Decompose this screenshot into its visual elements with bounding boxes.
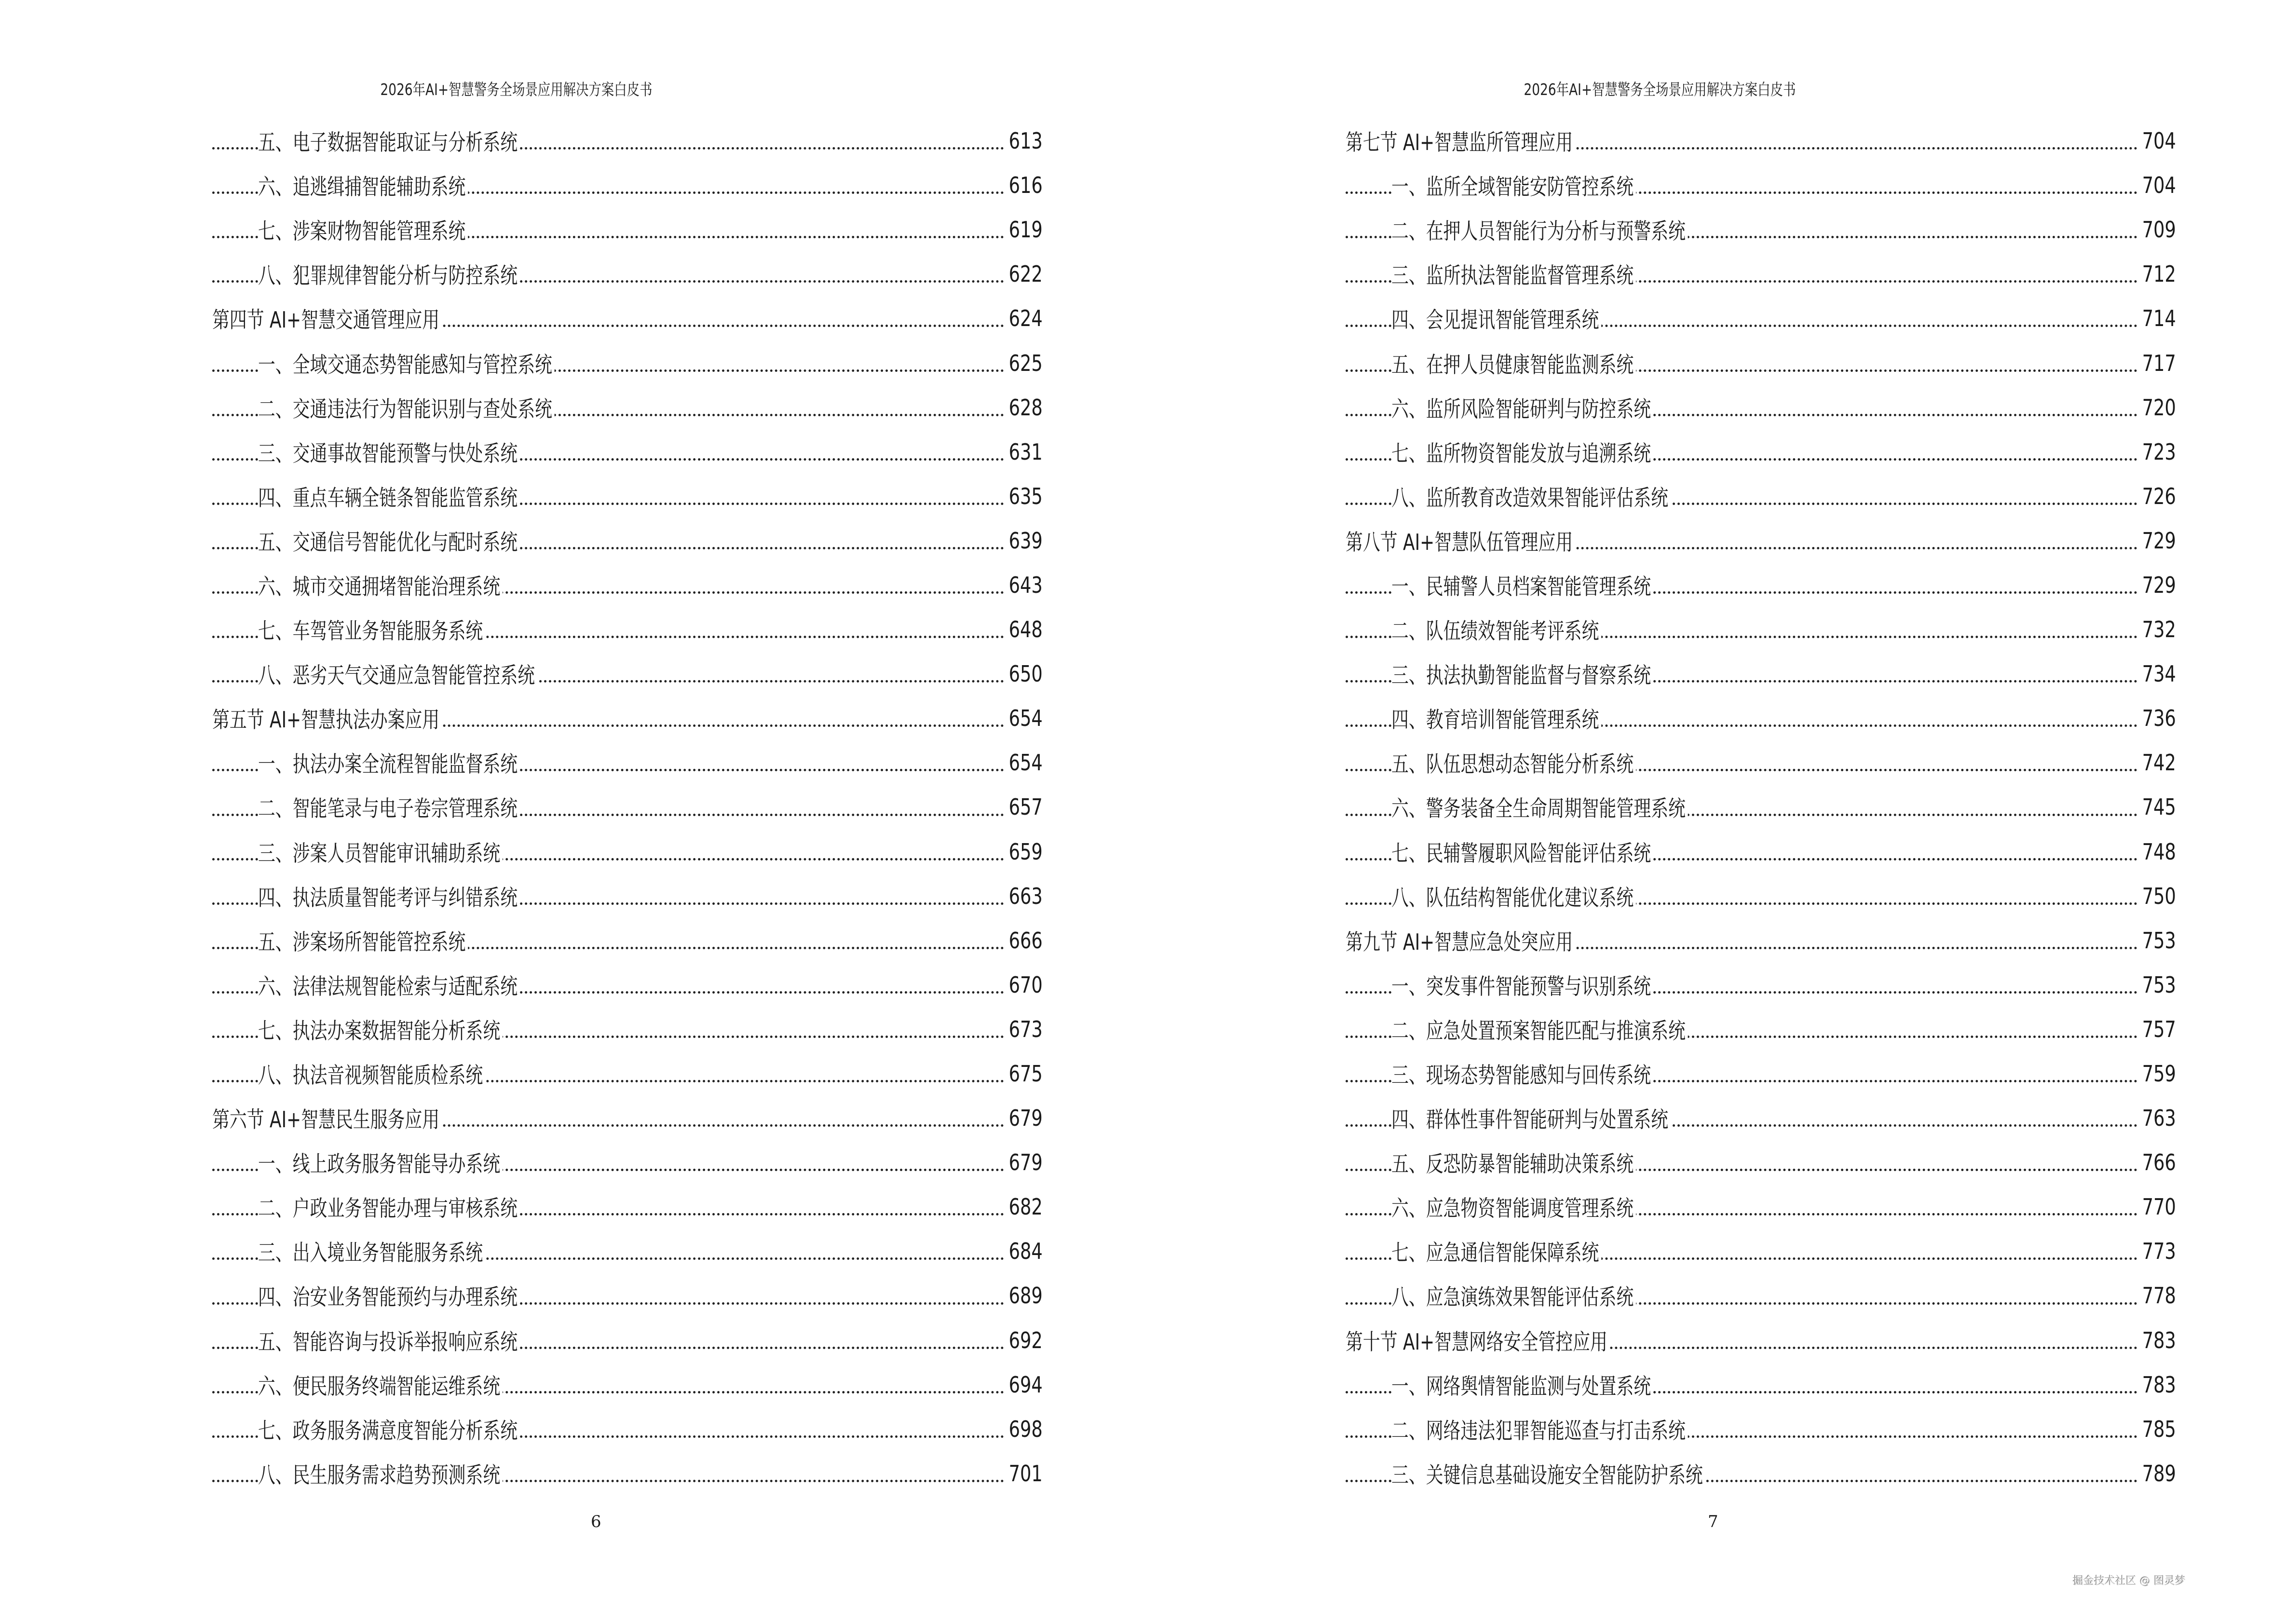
toc-entry-page-number: 659 bbox=[1006, 839, 1043, 865]
toc-entry-title: 第六节 AI+智慧民生服务应用 bbox=[212, 1102, 442, 1134]
toc-entry-title: 二、交通违法行为智能识别与查处系统 bbox=[258, 392, 555, 423]
toc-item-entry[interactable] bbox=[212, 341, 1043, 385]
toc-entry-page-number: 628 bbox=[1006, 395, 1043, 421]
toc-entry-page-number: 704 bbox=[2139, 128, 2176, 154]
toc-entry-page-number: 643 bbox=[1006, 572, 1043, 598]
toc-entry-page-number: 689 bbox=[1006, 1283, 1043, 1309]
toc-item-entry[interactable] bbox=[212, 385, 1043, 430]
toc-item-entry[interactable] bbox=[1346, 1140, 2176, 1185]
toc-item-entry[interactable] bbox=[212, 1318, 1043, 1363]
toc-entry-page-number: 709 bbox=[2139, 217, 2176, 243]
toc-item-entry[interactable] bbox=[212, 874, 1043, 918]
toc-entry-page-number: 726 bbox=[2139, 483, 2176, 509]
toc-entry-title: 五、涉案场所智能管控系统 bbox=[258, 925, 468, 956]
toc-item-entry[interactable] bbox=[212, 830, 1043, 874]
toc-entry-page-number: 679 bbox=[1006, 1105, 1043, 1131]
toc-entry-title: 二、在押人员智能行为分析与预警系统 bbox=[1391, 214, 1688, 246]
toc-entry-title: 三、涉案人员智能审讯辅助系统 bbox=[258, 836, 503, 868]
toc-item-entry[interactable] bbox=[212, 1407, 1043, 1451]
toc-entry-page-number: 753 bbox=[2139, 928, 2176, 954]
page-number: 6 bbox=[591, 1512, 601, 1531]
toc-item-entry[interactable] bbox=[1346, 252, 2176, 296]
toc-entry-title: 五、反恐防暴智能辅助决策系统 bbox=[1391, 1146, 1636, 1178]
toc-entry-title: 四、重点车辆全链条智能监管系统 bbox=[258, 480, 520, 512]
toc-entry-title: 三、现场态势智能感知与回传系统 bbox=[1391, 1058, 1653, 1090]
toc-entry-page-number: 631 bbox=[1006, 439, 1043, 465]
toc-item-entry[interactable] bbox=[212, 963, 1043, 1007]
toc-entry-page-number: 770 bbox=[2139, 1194, 2176, 1220]
toc-entry-title: 五、电子数据智能取证与分析系统 bbox=[258, 125, 520, 157]
toc-entry-title: 六、应急物资智能调度管理系统 bbox=[1391, 1191, 1636, 1223]
toc-entry-title: 三、监所执法智能监督管理系统 bbox=[1391, 258, 1636, 290]
toc-entry-title: 一、线上政务服务智能导办系统 bbox=[258, 1146, 503, 1178]
toc-item-entry[interactable] bbox=[1346, 207, 2176, 252]
toc-entry-page-number: 745 bbox=[2139, 794, 2176, 820]
toc-entry-page-number: 717 bbox=[2139, 350, 2176, 376]
page-number: 7 bbox=[1708, 1512, 1718, 1531]
toc-entry-title: 五、在押人员健康智能监测系统 bbox=[1391, 347, 1636, 379]
toc-entry-page-number: 748 bbox=[2139, 839, 2176, 865]
toc-item-entry[interactable] bbox=[1346, 1407, 2176, 1451]
toc-entry-title: 六、便民服务终端智能运维系统 bbox=[258, 1369, 503, 1401]
toc-entry-title: 四、执法质量智能考评与纠错系统 bbox=[258, 880, 520, 912]
toc-item-entry[interactable] bbox=[212, 563, 1043, 607]
toc-item-entry[interactable] bbox=[1346, 740, 2176, 785]
toc-section-entry[interactable] bbox=[1346, 1318, 2176, 1363]
toc-entry-title: 二、应急处置预案智能匹配与推演系统 bbox=[1391, 1013, 1688, 1045]
toc-item-entry[interactable] bbox=[1346, 607, 2176, 652]
toc-item-entry[interactable] bbox=[212, 1185, 1043, 1229]
toc-entry-page-number: 673 bbox=[1006, 1016, 1043, 1042]
running-header: 2026年AI+智慧警务全场景应用解决方案白皮书 bbox=[1524, 80, 1796, 99]
toc-entry-page-number: 616 bbox=[1006, 172, 1043, 198]
toc-entry-page-number: 625 bbox=[1006, 350, 1043, 376]
toc-entry-page-number: 712 bbox=[2139, 261, 2176, 287]
toc-item-entry[interactable] bbox=[1346, 1229, 2176, 1273]
toc-item-entry[interactable] bbox=[212, 607, 1043, 652]
toc-entry-page-number: 648 bbox=[1006, 616, 1043, 642]
toc-entry-page-number: 789 bbox=[2139, 1460, 2176, 1487]
toc-entry-title: 三、执法执勤智能监督与督察系统 bbox=[1391, 658, 1653, 690]
toc-entry-title: 七、监所物资智能发放与追溯系统 bbox=[1391, 436, 1653, 468]
toc-list bbox=[1346, 119, 2176, 1496]
toc-item-entry[interactable] bbox=[1346, 1273, 2176, 1318]
toc-item-entry[interactable] bbox=[212, 1229, 1043, 1273]
toc-entry-title: 八、民生服务需求趋势预测系统 bbox=[258, 1458, 503, 1489]
toc-entry-page-number: 742 bbox=[2139, 750, 2176, 776]
toc-section-entry[interactable] bbox=[212, 1096, 1043, 1140]
toc-item-entry[interactable] bbox=[1346, 430, 2176, 474]
toc-item-entry[interactable] bbox=[1346, 163, 2176, 207]
toc-entry-page-number: 682 bbox=[1006, 1194, 1043, 1220]
toc-entry-page-number: 723 bbox=[2139, 439, 2176, 465]
toc-entry-page-number: 766 bbox=[2139, 1149, 2176, 1175]
toc-entry-page-number: 783 bbox=[2139, 1372, 2176, 1398]
toc-item-entry[interactable] bbox=[1346, 296, 2176, 341]
toc-entry-title: 四、群体性事件智能研判与处置系统 bbox=[1391, 1102, 1671, 1134]
toc-item-entry[interactable] bbox=[1346, 1007, 2176, 1051]
toc-entry-title: 一、全域交通态势智能感知与管控系统 bbox=[258, 347, 555, 379]
toc-item-entry[interactable] bbox=[1346, 341, 2176, 385]
toc-entry-title: 五、队伍思想动态智能分析系统 bbox=[1391, 747, 1636, 778]
toc-entry-page-number: 692 bbox=[1006, 1327, 1043, 1353]
toc-item-entry[interactable] bbox=[1346, 696, 2176, 740]
toc-item-entry[interactable] bbox=[212, 918, 1043, 963]
toc-section-entry[interactable] bbox=[1346, 918, 2176, 963]
toc-entry-title: 三、交通事故智能预警与快处系统 bbox=[258, 436, 520, 468]
toc-entry-page-number: 701 bbox=[1006, 1460, 1043, 1487]
toc-entry-page-number: 619 bbox=[1006, 217, 1043, 243]
toc-entry-title: 第七节 AI+智慧监所管理应用 bbox=[1346, 125, 1575, 157]
toc-entry-title: 八、监所教育改造效果智能评估系统 bbox=[1391, 480, 1671, 512]
toc-entry-title: 二、智能笔录与电子卷宗管理系统 bbox=[258, 791, 520, 823]
toc-section-entry[interactable] bbox=[1346, 119, 2176, 163]
toc-entry-page-number: 657 bbox=[1006, 794, 1043, 820]
toc-entry-title: 一、民辅警人员档案智能管理系统 bbox=[1391, 569, 1653, 601]
toc-entry-page-number: 750 bbox=[2139, 883, 2176, 909]
toc-entry-title: 八、应急演练效果智能评估系统 bbox=[1391, 1280, 1636, 1311]
toc-item-entry[interactable] bbox=[1346, 474, 2176, 519]
toc-entry-title: 六、监所风险智能研判与防控系统 bbox=[1391, 392, 1653, 423]
toc-item-entry[interactable] bbox=[1346, 385, 2176, 430]
toc-entry-title: 四、会见提讯智能管理系统 bbox=[1391, 302, 1601, 334]
toc-entry-page-number: 666 bbox=[1006, 928, 1043, 954]
toc-entry-page-number: 734 bbox=[2139, 661, 2176, 687]
toc-item-entry[interactable] bbox=[212, 785, 1043, 829]
toc-item-entry[interactable] bbox=[212, 519, 1043, 563]
toc-page-right bbox=[1144, 0, 2287, 1624]
toc-entry-title: 二、户政业务智能办理与审核系统 bbox=[258, 1191, 520, 1223]
toc-entry-title: 六、警务装备全生命周期智能管理系统 bbox=[1391, 791, 1688, 823]
toc-item-entry[interactable] bbox=[212, 1140, 1043, 1185]
toc-entry-title: 一、网络舆情智能监测与处置系统 bbox=[1391, 1369, 1653, 1401]
toc-entry-page-number: 654 bbox=[1006, 705, 1043, 731]
toc-entry-title: 四、教育培训智能管理系统 bbox=[1391, 702, 1601, 734]
toc-entry-title: 五、交通信号智能优化与配时系统 bbox=[258, 525, 520, 557]
toc-item-entry[interactable] bbox=[212, 163, 1043, 207]
running-header: 2026年AI+智慧警务全场景应用解决方案白皮书 bbox=[380, 80, 653, 99]
toc-item-entry[interactable] bbox=[1346, 1185, 2176, 1229]
toc-entry-page-number: 679 bbox=[1006, 1149, 1043, 1175]
toc-entry-title: 七、民辅警履职风险智能评估系统 bbox=[1391, 836, 1653, 868]
toc-entry-page-number: 763 bbox=[2139, 1105, 2176, 1131]
toc-entry-title: 七、应急通信智能保障系统 bbox=[1391, 1235, 1601, 1267]
toc-entry-title: 三、关键信息基础设施安全智能防护系统 bbox=[1391, 1458, 1705, 1489]
toc-item-entry[interactable] bbox=[1346, 1451, 2176, 1496]
toc-entry-page-number: 613 bbox=[1006, 128, 1043, 154]
toc-item-entry[interactable] bbox=[1346, 1096, 2176, 1140]
toc-entry-page-number: 635 bbox=[1006, 483, 1043, 509]
toc-item-entry[interactable] bbox=[212, 119, 1043, 163]
toc-entry-title: 七、执法办案数据智能分析系统 bbox=[258, 1013, 503, 1045]
toc-entry-title: 四、治安业务智能预约与办理系统 bbox=[258, 1280, 520, 1311]
toc-entry-page-number: 783 bbox=[2139, 1327, 2176, 1353]
toc-entry-title: 七、车驾管业务智能服务系统 bbox=[258, 614, 485, 645]
toc-item-entry[interactable] bbox=[212, 740, 1043, 785]
toc-item-entry[interactable] bbox=[1346, 1363, 2176, 1407]
toc-entry-page-number: 729 bbox=[2139, 528, 2176, 554]
toc-entry-title: 八、恶劣天气交通应急智能管控系统 bbox=[258, 658, 537, 690]
toc-entry-page-number: 698 bbox=[1006, 1416, 1043, 1442]
toc-item-entry[interactable] bbox=[212, 1273, 1043, 1318]
toc-entry-page-number: 624 bbox=[1006, 305, 1043, 331]
toc-entry-page-number: 622 bbox=[1006, 261, 1043, 287]
toc-entry-page-number: 759 bbox=[2139, 1061, 2176, 1087]
toc-entry-page-number: 720 bbox=[2139, 395, 2176, 421]
toc-item-entry[interactable] bbox=[1346, 563, 2176, 607]
toc-entry-title: 六、法律法规智能检索与适配系统 bbox=[258, 969, 520, 1001]
toc-item-entry[interactable] bbox=[212, 652, 1043, 696]
toc-entry-title: 七、涉案财物智能管理系统 bbox=[258, 214, 468, 246]
toc-entry-page-number: 694 bbox=[1006, 1372, 1043, 1398]
toc-entry-page-number: 773 bbox=[2139, 1238, 2176, 1264]
toc-entry-page-number: 729 bbox=[2139, 572, 2176, 598]
toc-entry-title: 二、队伍绩效智能考评系统 bbox=[1391, 614, 1601, 645]
toc-entry-page-number: 670 bbox=[1006, 972, 1043, 998]
toc-list bbox=[212, 119, 1043, 1496]
toc-entry-title: 一、突发事件智能预警与识别系统 bbox=[1391, 969, 1653, 1001]
toc-item-entry[interactable] bbox=[212, 1007, 1043, 1051]
toc-entry-title: 八、队伍结构智能优化建议系统 bbox=[1391, 880, 1636, 912]
toc-entry-title: 第九节 AI+智慧应急处突应用 bbox=[1346, 925, 1575, 956]
toc-entry-page-number: 704 bbox=[2139, 172, 2176, 198]
toc-item-entry[interactable] bbox=[212, 474, 1043, 519]
toc-entry-title: 三、出入境业务智能服务系统 bbox=[258, 1235, 485, 1267]
toc-entry-page-number: 753 bbox=[2139, 972, 2176, 998]
toc-item-entry[interactable] bbox=[1346, 785, 2176, 829]
toc-section-entry[interactable] bbox=[212, 696, 1043, 740]
toc-entry-title: 第五节 AI+智慧执法办案应用 bbox=[212, 702, 442, 734]
toc-entry-page-number: 675 bbox=[1006, 1061, 1043, 1087]
toc-section-entry[interactable] bbox=[1346, 519, 2176, 563]
toc-entry-page-number: 785 bbox=[2139, 1416, 2176, 1442]
toc-entry-page-number: 757 bbox=[2139, 1016, 2176, 1042]
toc-entry-title: 五、智能咨询与投诉举报响应系统 bbox=[258, 1324, 520, 1356]
toc-entry-page-number: 639 bbox=[1006, 528, 1043, 554]
toc-item-entry[interactable] bbox=[1346, 830, 2176, 874]
toc-entry-page-number: 663 bbox=[1006, 883, 1043, 909]
toc-item-entry[interactable] bbox=[212, 430, 1043, 474]
toc-entry-title: 第八节 AI+智慧队伍管理应用 bbox=[1346, 525, 1575, 557]
toc-item-entry[interactable] bbox=[212, 207, 1043, 252]
toc-entry-title: 二、网络违法犯罪智能巡查与打击系统 bbox=[1391, 1413, 1688, 1445]
toc-entry-page-number: 778 bbox=[2139, 1283, 2176, 1309]
toc-entry-title: 六、城市交通拥堵智能治理系统 bbox=[258, 569, 503, 601]
toc-entry-page-number: 732 bbox=[2139, 616, 2176, 642]
toc-entry-title: 六、追逃缉捕智能辅助系统 bbox=[258, 169, 468, 201]
toc-entry-title: 八、执法音视频智能质检系统 bbox=[258, 1058, 485, 1090]
toc-entry-page-number: 714 bbox=[2139, 305, 2176, 331]
toc-item-entry[interactable] bbox=[212, 1451, 1043, 1496]
watermark: 掘金技术社区 @ 图灵梦 bbox=[2073, 1575, 2186, 1587]
toc-entry-title: 第四节 AI+智慧交通管理应用 bbox=[212, 302, 442, 334]
toc-entry-page-number: 684 bbox=[1006, 1238, 1043, 1264]
toc-section-entry[interactable] bbox=[212, 296, 1043, 341]
toc-item-entry[interactable] bbox=[1346, 1051, 2176, 1096]
toc-entry-page-number: 736 bbox=[2139, 705, 2176, 731]
toc-entry-title: 一、监所全域智能安防管控系统 bbox=[1391, 169, 1636, 201]
toc-item-entry[interactable] bbox=[212, 252, 1043, 296]
toc-entry-title: 一、执法办案全流程智能监督系统 bbox=[258, 747, 520, 778]
toc-item-entry[interactable] bbox=[212, 1051, 1043, 1096]
toc-entry-title: 第十节 AI+智慧网络安全管控应用 bbox=[1346, 1324, 1610, 1356]
toc-item-entry[interactable] bbox=[1346, 963, 2176, 1007]
toc-entry-title: 七、政务服务满意度智能分析系统 bbox=[258, 1413, 520, 1445]
toc-entry-page-number: 650 bbox=[1006, 661, 1043, 687]
toc-item-entry[interactable] bbox=[1346, 874, 2176, 918]
toc-item-entry[interactable] bbox=[212, 1363, 1043, 1407]
toc-entry-page-number: 654 bbox=[1006, 750, 1043, 776]
toc-entry-title: 八、犯罪规律智能分析与防控系统 bbox=[258, 258, 520, 290]
toc-item-entry[interactable] bbox=[1346, 652, 2176, 696]
